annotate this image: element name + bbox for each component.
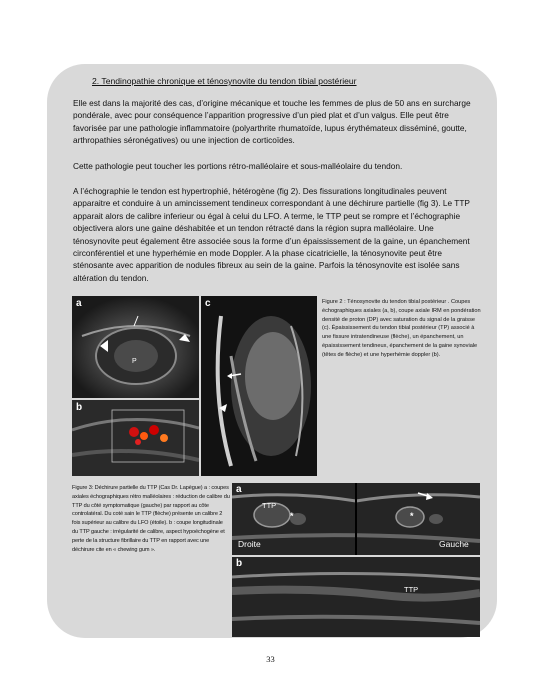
fig2-label-c: c xyxy=(205,298,211,309)
fig3-label-droite: Droite xyxy=(238,539,261,549)
fig3-b-image xyxy=(232,557,480,637)
fig2-b-image xyxy=(72,400,199,476)
fig3-label-a: a xyxy=(236,484,242,495)
figure3-caption: Figure 3: Déchirure partielle du TTP (Cas Dr. Lapègue) a : coupes axiales échographiques rétro malléolaires : réduction de calibre du TTP du côté symptomatique (gauche) par rapport au côte controlatéral. Du coté sain le TTP (flèche) présente un calibre 2 fois supérieur au calibre du LFO (étoile). b : coupe longitudinale du TTP gauche : irrégularité de calibre, aspect hypoéchogène et perte de la structure fibrillaire du TTP en rapport avec une déchirure cite en « chewing gum ». xyxy=(72,485,230,553)
fig2-label-a: a xyxy=(76,298,82,309)
fig3-ultrasound-a xyxy=(232,483,480,555)
paragraph-3: A l’échographie le tendon est hypertrophié, hétérogène (fig 2). Des fissurations longitudinales peuvent apparaitre et conduire à un amincissement tendineux correspondant à une déchirure partielle (fig 3). Le TTP apparait alors de calibre inferieur ou égal à celui du LFO. A terme, le TTP peut se rompre et l’échographie objectivera alors une gaine déshabitée et un tendon rétracté dans la région supra malléolaire. Une ténosynovite peut également être associée sous la forme d’un épaississement de la gaine, un épanchement circonférentiel et une hyperhémie en mode Doppler. A la phase cicatricielle, la ténosynovite peut être sténosante avec apparition de nodules fibreux au sein de la gaine. Parfois la ténosynovite est isolée sans altération du tendon. xyxy=(73,186,470,283)
fig2-label-b: b xyxy=(76,402,83,413)
page-number: 33 xyxy=(266,654,275,664)
fig3-label-gauche: Gauche xyxy=(439,539,469,549)
fig2-c-image xyxy=(201,296,317,476)
fig2-ultrasound-a xyxy=(72,296,199,398)
fig3-star-right: * xyxy=(410,511,414,521)
fig2-ultrasound-b-doppler xyxy=(72,400,199,476)
fig3-label-ttp-a: TTP xyxy=(262,501,277,510)
fig3-label-ttp-b: TTP xyxy=(404,585,419,594)
figure2-caption: Figure 2 : Ténosynovite du tendon tibial postérieur . Coupes échographiques axiales (a, b), coupe axiale IRM en pondération densité de proton (DP) avec saturation du signal de la graisse (c). Épaississement du tendon tibial postérieur (TP) associé à une fissure intratendineuse (flèche), un épanchement, un épaississement tendineux, épanchement de la gaine synoviale (têtes de flèche) et une hyperhémie doppler (b). xyxy=(322,299,481,358)
fig3-label-b: b xyxy=(236,558,243,569)
paragraph-1: Elle est dans la majorité des cas, d’origine mécanique et touche les femmes de plus de 50 ans en surcharge pondérale, avec pour conséquence l’apparition progressive d’un pied plat et d’un valgus. Elle peut être favorisée par une pathologie inflammatoire (polyarthrite rhumatoïde, lupus érythémateux disséminé, goutte, arthropathies séronégatives) ou une injection de corticoïdes. xyxy=(73,98,471,146)
fig3-ultrasound-b xyxy=(232,557,480,637)
section-heading: 2. Tendinopathie chronique et ténosynovite du tendon tibial postérieur xyxy=(92,76,357,86)
paragraph-2: Cette pathologie peut toucher les portions rétro-malléolaire et sous-malléolaire du tendon. xyxy=(73,161,403,171)
fig2-mri-c xyxy=(201,296,317,476)
fig3-star-left: * xyxy=(290,511,294,521)
fig2-label-p: P xyxy=(132,358,137,365)
fig2-a-image xyxy=(72,296,199,398)
